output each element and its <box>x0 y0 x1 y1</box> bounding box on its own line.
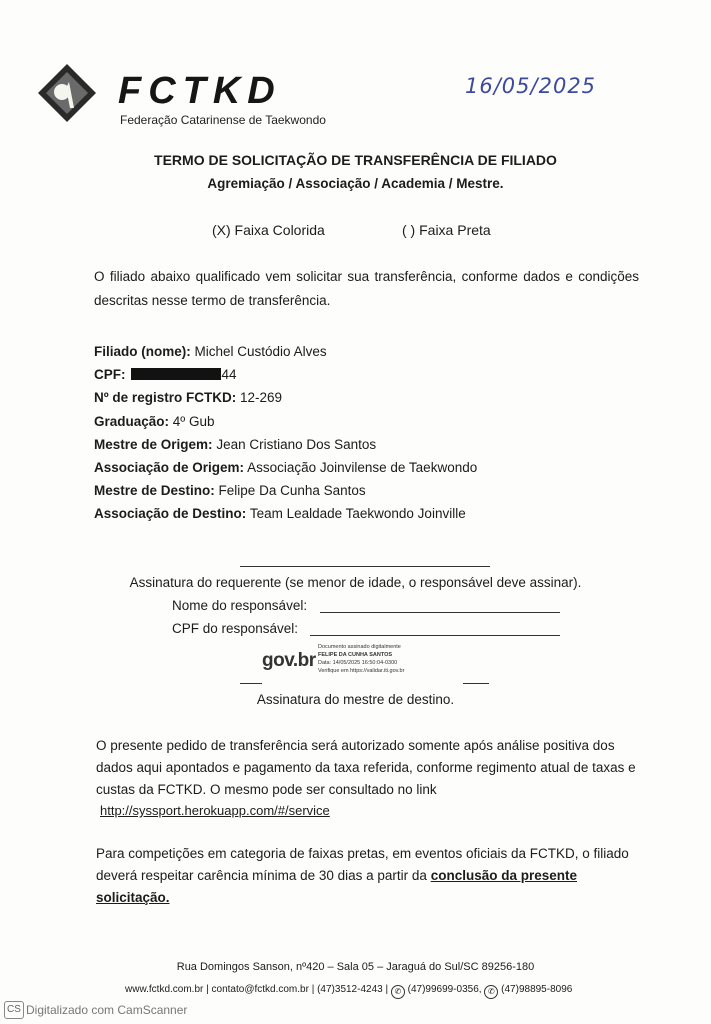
competition-text: Para competições em categoria de faixas pretas, em eventos oficiais da FCTKD, o filiado deverá respeitar carência mínima de 30 dias a partir da <box>96 846 629 883</box>
field-row <box>94 433 477 456</box>
intro-paragraph: O filiado abaixo qualificado vem solicitar sua transferência, conforme dados e condições descritas nesse termo de transferência. <box>94 269 639 308</box>
whatsapp-icon: ✆ <box>484 985 498 999</box>
field-label: Graduação: <box>94 413 170 429</box>
field-value: Team Lealdade Taekwondo Joinville <box>249 506 466 522</box>
field-value: 44 <box>221 367 237 383</box>
member-fields <box>94 340 477 526</box>
field-row <box>94 502 477 525</box>
master-signature-line-left <box>240 683 262 684</box>
service-link[interactable]: http://syssport.herokuapp.com/#/service <box>100 803 330 818</box>
field-row <box>94 363 477 386</box>
field-label: Associação de Destino: <box>94 506 247 522</box>
option-colored-belt: (X) Faixa Colorida <box>212 222 325 238</box>
govbr-logo: gov.br <box>262 650 316 671</box>
field-row <box>94 340 477 363</box>
footer-phone2: (47)99699-0356, <box>407 984 482 995</box>
handwritten-date: 16/05/2025 <box>465 74 597 98</box>
field-value: 12-269 <box>239 390 282 406</box>
requester-signature-caption: Assinatura do requerente (se menor de idade, o responsável deve assinar). <box>129 575 582 590</box>
fctkd-logo-icon <box>36 62 98 124</box>
field-row <box>94 456 477 479</box>
responsible-name-line <box>320 612 560 613</box>
responsible-cpf-line <box>310 635 560 636</box>
camscanner-watermark: Digitalizado com CamScanner <box>26 1003 188 1017</box>
camscanner-icon: CS <box>4 1001 24 1019</box>
footer-phone3: (47)98895-8096 <box>501 984 573 995</box>
footer-contact: www.fctkd.com.br | contato@fctkd.com.br | (47)3512-4243 | ✆ (47)99699-0356, ✆ (47)98895-8096 <box>125 984 572 999</box>
option-black-belt: ( ) Faixa Preta <box>402 222 491 238</box>
field-value: Michel Custódio Alves <box>194 344 327 359</box>
field-label: Associação de Origem: <box>94 460 245 476</box>
govbr-line1: Documento assinado digitalmente <box>318 644 401 650</box>
competition-underlined: conclusão da presente solicitação. <box>96 868 577 905</box>
field-label: Mestre de Origem: <box>94 436 213 452</box>
field-label: Nº de registro FCTKD: <box>94 390 237 406</box>
field-row <box>94 386 477 409</box>
field-row <box>94 479 477 502</box>
brand-name: FCTKD <box>118 70 282 112</box>
document-subtitle: Agremiação / Associação / Academia / Mestre. <box>207 176 504 191</box>
responsible-cpf-label: CPF do responsável: <box>172 621 299 636</box>
govbr-signer: FELIPE DA CUNHA SANTOS <box>318 652 393 658</box>
document-title: TERMO DE SOLICITAÇÃO DE TRANSFERÊNCIA DE FILIADO <box>154 152 557 168</box>
footer-email[interactable]: contato@fctkd.com.br <box>211 984 309 995</box>
field-value: Associação Joinvilense de Taekwondo <box>247 460 478 476</box>
field-label: Filiado (nome): <box>94 344 191 359</box>
govbr-date: Data: 14/05/2025 16:50:04-0300 <box>318 660 398 666</box>
master-signature-line-right <box>463 683 489 684</box>
footer-phone1: (47)3512-4243 <box>317 984 383 995</box>
govbr-signature-info <box>318 643 404 675</box>
field-value: Jean Cristiano Dos Santos <box>216 436 377 452</box>
org-name: Federação Catarinense de Taekwondo <box>120 113 326 127</box>
field-label: Mestre de Destino: <box>94 483 215 499</box>
field-label: CPF: <box>94 367 126 383</box>
requester-signature-line <box>240 566 490 567</box>
whatsapp-icon: ✆ <box>391 985 405 999</box>
footer-address: Rua Domingos Sanson, nº420 – Sala 05 – Jaraguá do Sul/SC 89256-180 <box>176 961 535 973</box>
footer-site[interactable]: www.fctkd.com.br <box>125 984 204 995</box>
authorization-paragraph: O presente pedido de transferência será autorizado somente após análise positiva dos dados aqui apontados e pagamento da taxa referida, conforme regimento atual de taxas e custas da FCTKD. O mesmo pode ser consultado no link <box>96 738 636 797</box>
master-signature-caption: Assinatura do mestre de destino. <box>256 692 455 707</box>
competition-paragraph <box>96 843 644 909</box>
field-row <box>94 410 477 433</box>
responsible-name-label: Nome do responsável: <box>172 598 308 613</box>
govbr-verify: Verifique em https://validar.iti.gov.br <box>318 668 405 674</box>
field-value: Felipe Da Cunha Santos <box>218 483 366 499</box>
redaction-bar <box>131 368 221 380</box>
field-value: 4º Gub <box>172 413 215 429</box>
